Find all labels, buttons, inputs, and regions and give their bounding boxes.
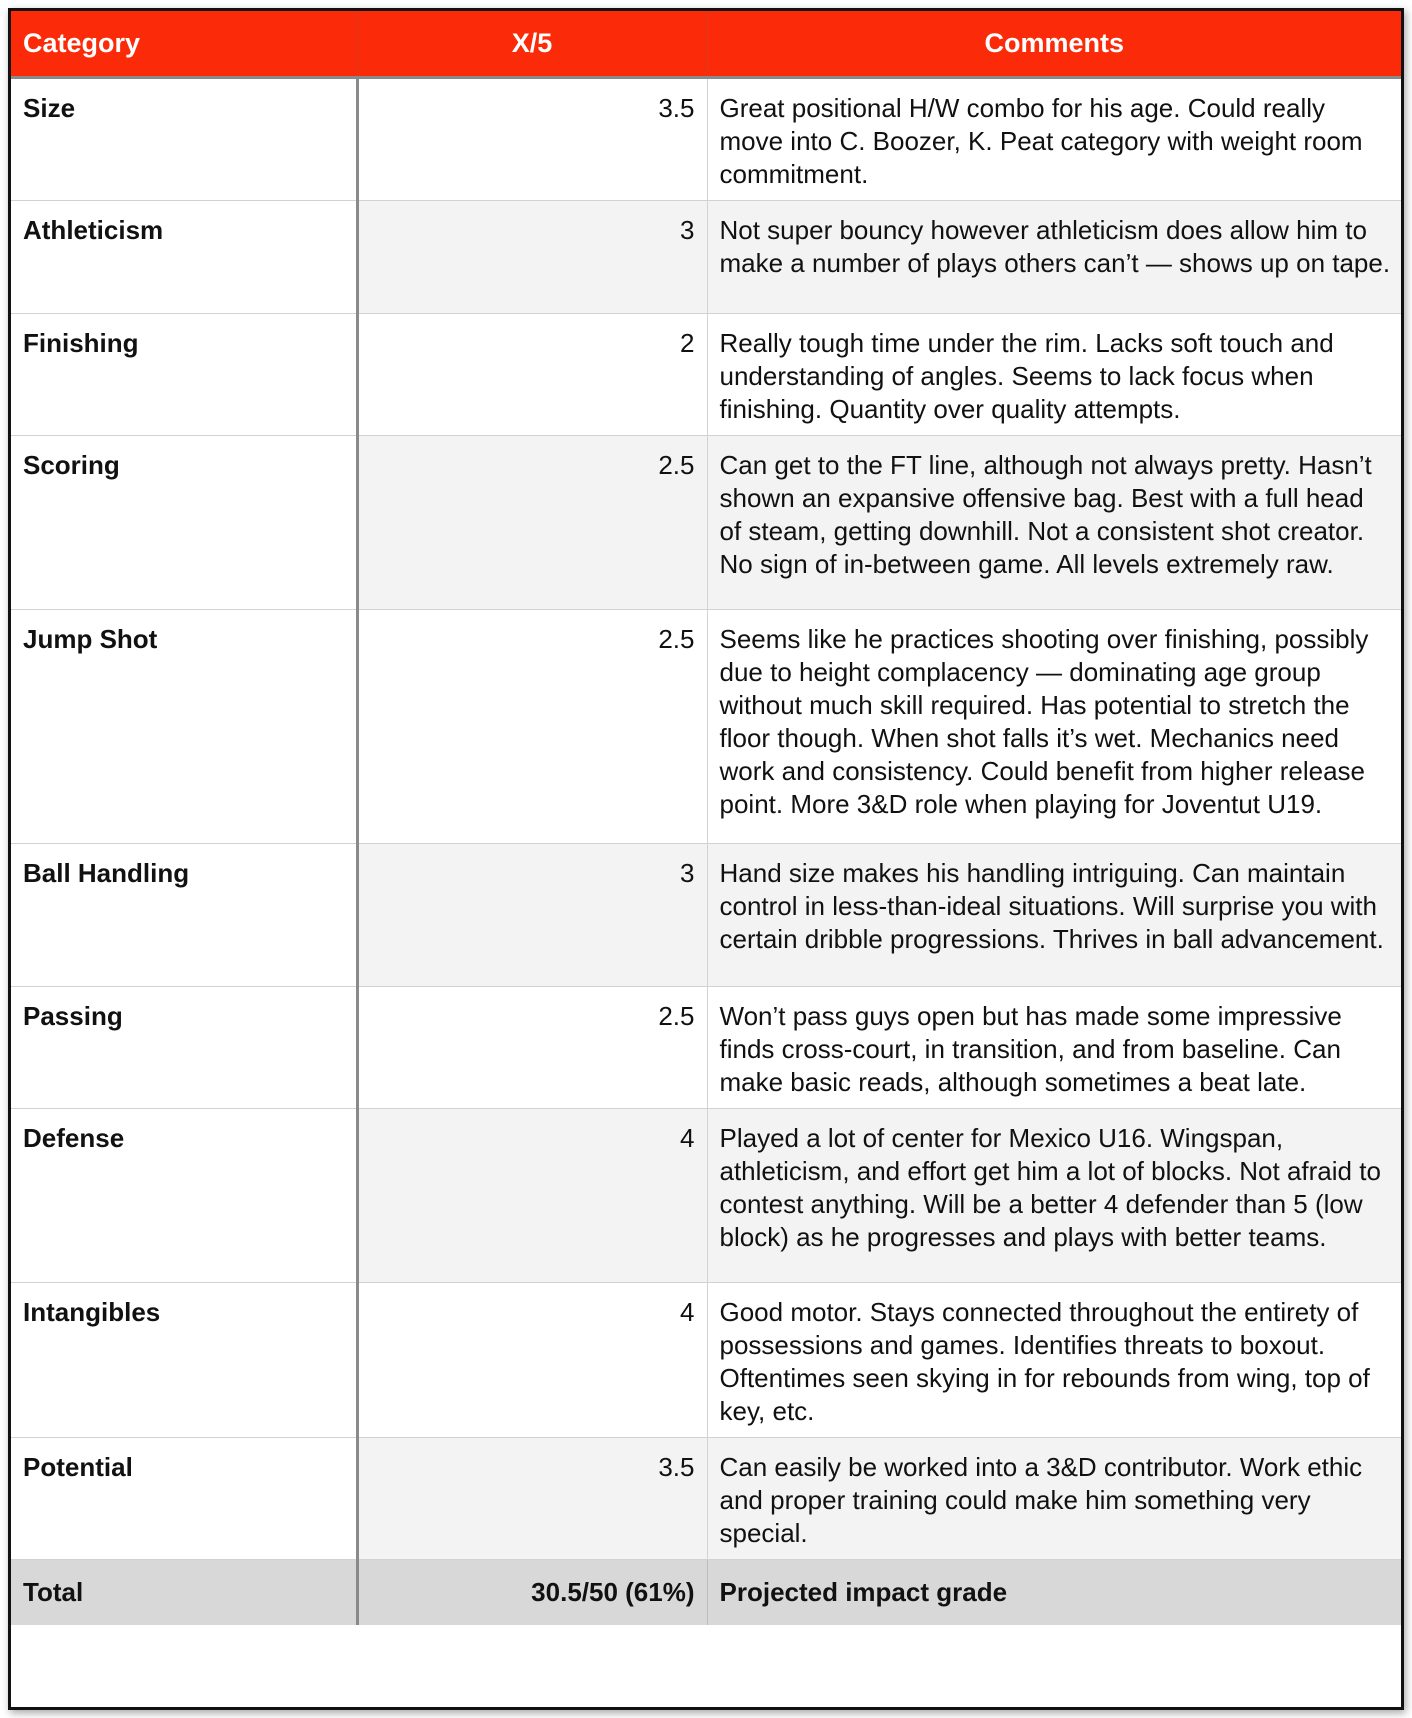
score-cell: 2.5 [357,435,707,609]
total-row [11,1559,1401,1625]
comment-cell: Seems like he practices shooting over finishing, possibly due to height complacency — dominating age group without much skill required. Has potential to stretch the floor though. When shot falls it’s wet. Mechanics need work and consistency. Could benefit from higher release point. More 3&D role when playing for Joventut U19. [707,609,1401,843]
column-header-score: X/5 [357,11,707,77]
comment-cell: Hand size makes his handling intriguing. Can maintain control in less-than-ideal situations. Will surprise you with certain dribble progressions. Thrives in ball advancement. [707,843,1401,986]
score-cell: 2.5 [357,609,707,843]
comment-cell: Won’t pass guys open but has made some impressive finds cross-court, in transition, and from baseline. Can make basic reads, although sometimes a beat late. [707,986,1401,1108]
table-row [11,843,1401,986]
score-cell: 2.5 [357,986,707,1108]
total-score: 30.5/50 (61%) [357,1559,707,1625]
table-row [11,435,1401,609]
table-row [11,313,1401,435]
category-cell: Athleticism [11,200,357,313]
score-cell: 3 [357,843,707,986]
score-cell: 4 [357,1108,707,1282]
score-cell: 2 [357,313,707,435]
category-cell: Defense [11,1108,357,1282]
comment-cell: Really tough time under the rim. Lacks soft touch and understanding of angles. Seems to lack focus when finishing. Quantity over quality attempts. [707,313,1401,435]
comment-cell: Can easily be worked into a 3&D contributor. Work ethic and proper training could make him something very special. [707,1437,1401,1559]
table-footer [11,1559,1401,1625]
comment-cell: Good motor. Stays connected throughout the entirety of possessions and games. Identifies threats to boxout. Oftentimes seen skying in for rebounds from wing, top of key, etc. [707,1282,1401,1437]
header-row [11,11,1401,77]
comment-cell: Played a lot of center for Mexico U16. Wingspan, athleticism, and effort get him a lot of blocks. Not afraid to contest anything. Will be a better 4 defender than 5 (low block) as he progresses and plays with better teams. [707,1108,1401,1282]
table-row [11,1108,1401,1282]
table-header [11,11,1401,77]
total-comment: Projected impact grade [707,1559,1401,1625]
category-cell: Finishing [11,313,357,435]
table-row [11,1282,1401,1437]
category-cell: Ball Handling [11,843,357,986]
column-header-comments: Comments [707,11,1401,77]
scouting-report-table-frame [8,8,1404,1710]
score-cell: 3 [357,200,707,313]
score-cell: 4 [357,1282,707,1437]
comment-cell: Can get to the FT line, although not always pretty. Hasn’t shown an expansive offensive bag. Best with a full head of steam, getting downhill. Not a consistent shot creator. No sign of in-between game. All levels extremely raw. [707,435,1401,609]
table-row [11,609,1401,843]
category-cell: Size [11,77,357,200]
table-row [11,986,1401,1108]
table-row [11,1437,1401,1559]
table-row [11,77,1401,200]
table-row [11,200,1401,313]
scouting-report-table [11,11,1401,1625]
category-cell: Intangibles [11,1282,357,1437]
comment-cell: Not super bouncy however athleticism does allow him to make a number of plays others can’t — shows up on tape. [707,200,1401,313]
table-body [11,77,1401,1559]
score-cell: 3.5 [357,1437,707,1559]
comment-cell: Great positional H/W combo for his age. Could really move into C. Boozer, K. Peat category with weight room commitment. [707,77,1401,200]
category-cell: Passing [11,986,357,1108]
category-cell: Scoring [11,435,357,609]
column-header-category: Category [11,11,357,77]
category-cell: Potential [11,1437,357,1559]
score-cell: 3.5 [357,77,707,200]
total-label: Total [11,1559,357,1625]
category-cell: Jump Shot [11,609,357,843]
